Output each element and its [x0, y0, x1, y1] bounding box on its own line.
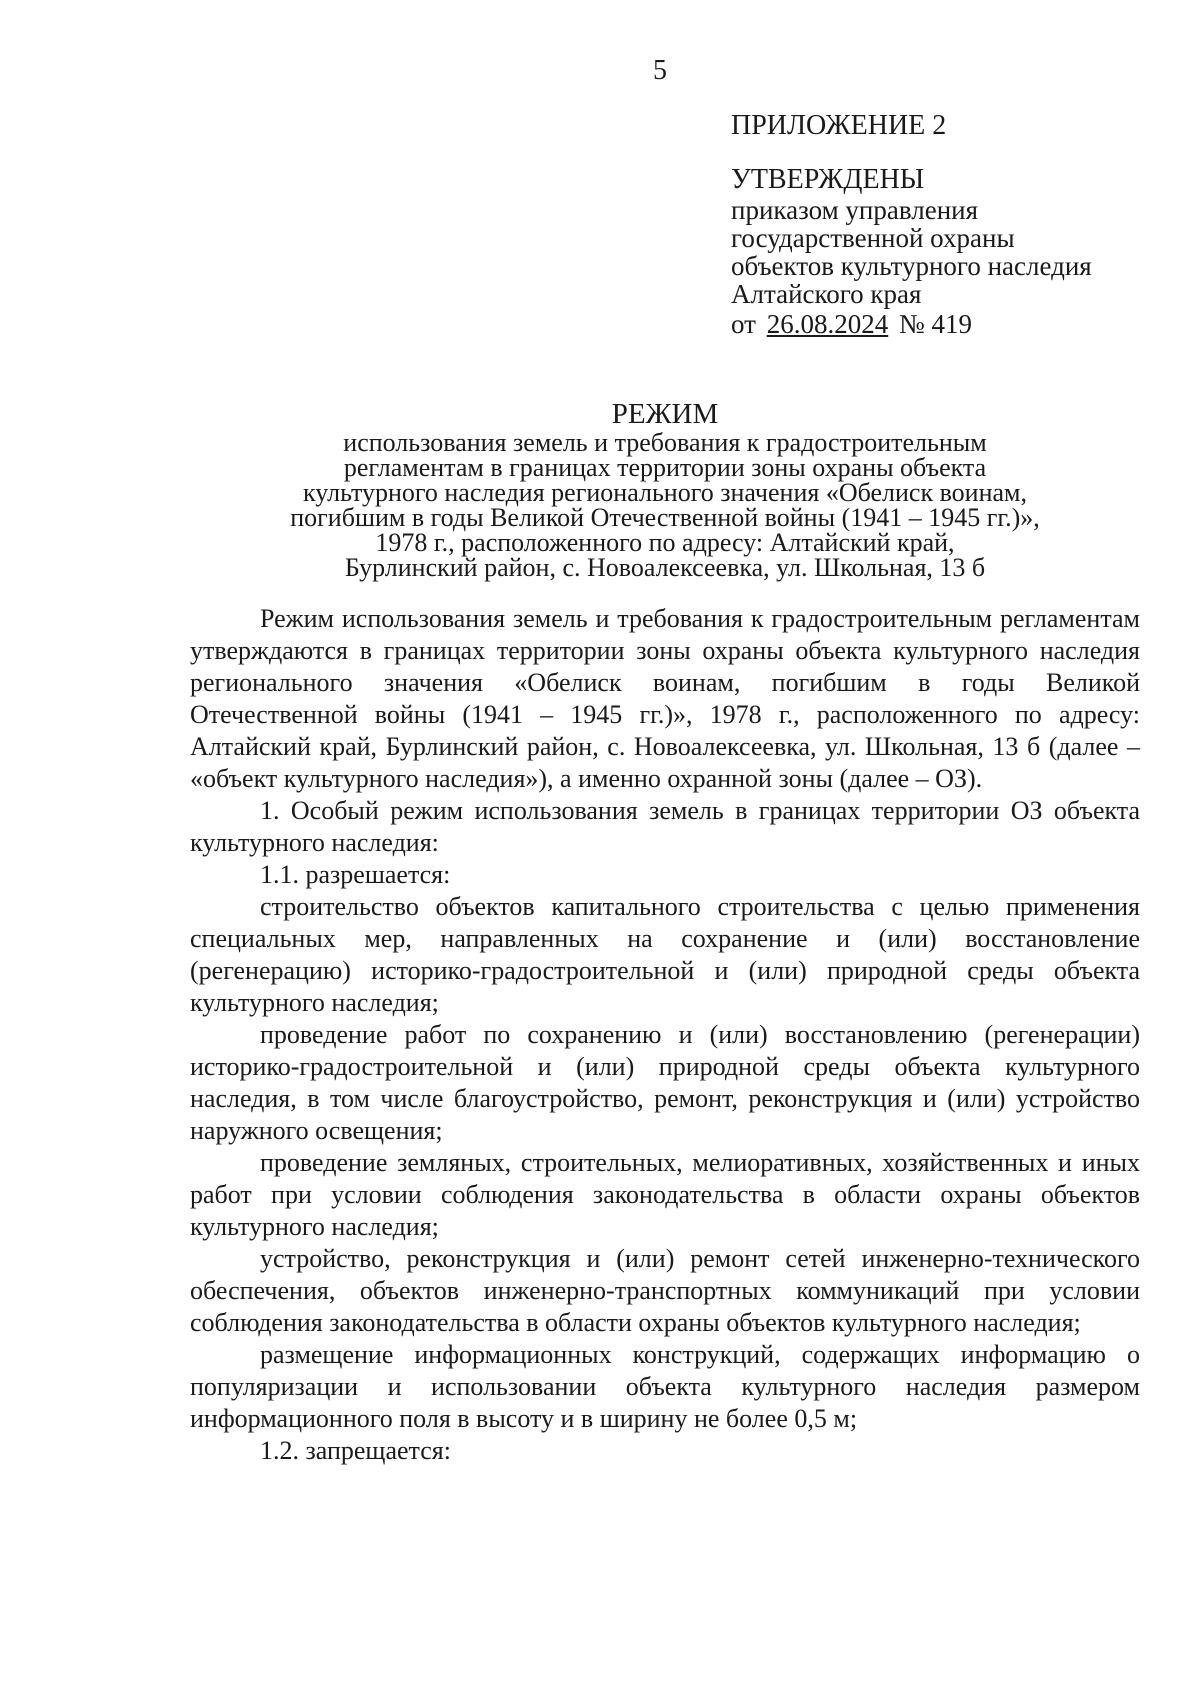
- order-date-line: [731, 310, 1171, 338]
- page-number: 5: [653, 55, 667, 86]
- approved-label: УТВЕРЖДЕНЫ: [731, 164, 925, 195]
- document-title: РЕЖИМ: [611, 398, 719, 430]
- body-paragraph: Режим использования земель и требования к градостроительным регламентам утверждаются в границах территории зоны охраны объекта культурного наследия регионального значения «Обелиск воинам, погибшим в годы Великой Отечественной войны (1941 – 1945 гг.)», 1978 г., расположенного по адресу: Алтайский край, Бурлинский район, с. Новоалексеевка, ул. Школьная, 13 б (далее – «объект культурного наследия»), а именно охранной зоны (далее – ОЗ).: [190, 604, 1140, 793]
- approval-line: Алтайского края: [731, 279, 922, 309]
- body-paragraph: проведение работ по сохранению и (или) восстановлению (регенерации) историко-градостроительной и (или) природной среды объекта культурного наследия, в том числе благоустройство, ремонт, реконструкция и (или) устройство наружного освещения;: [190, 1020, 1140, 1145]
- body-paragraph: 1.1. разрешается:: [260, 860, 451, 889]
- document-body: [190, 603, 1140, 1467]
- order-date: 26.08.2024: [766, 309, 889, 339]
- document-subtitle-line: Бурлинский район, с. Новоалексеевка, ул. Школьная, 13 б: [344, 553, 986, 582]
- document-subtitle-line: использования земель и требования к градостроительным: [343, 428, 987, 457]
- order-number: № 419: [898, 309, 972, 339]
- approval-line: государственной охраны: [731, 223, 1015, 253]
- document-subtitle-line: регламентам в границах территории зоны охраны объекта: [343, 453, 987, 482]
- body-paragraph: строительство объектов капитального строительства с целью применения специальных мер, направленных на сохранение и (или) восстановление (регенерацию) историко-градостроительной и (или) природной среды объекта культурного наследия;: [190, 892, 1140, 1017]
- body-paragraph: размещение информационных конструкций, содержащих информацию о популяризации и использовании объекта культурного наследия размером информационного поля в высоту и в ширину не более 0,5 м;: [190, 1340, 1140, 1433]
- body-paragraph: проведение земляных, строительных, мелиоративных, хозяйственных и иных работ при условии соблюдения законодательства в области охраны объектов культурного наследия;: [190, 1148, 1140, 1241]
- document-subtitle-line: культурного наследия регионального значения «Обелиск воинам,: [302, 478, 1027, 507]
- body-paragraph: 1.2. запрещается:: [260, 1436, 451, 1465]
- appendix-label: ПРИЛОЖЕНИЕ 2: [731, 110, 947, 141]
- body-paragraph: устройство, реконструкция и (или) ремонт сетей инженерно-технического обеспечения, объектов инженерно-транспортных коммуникаций при условии соблюдения законодательства в области охраны объектов культурного наследия;: [190, 1244, 1140, 1337]
- body-paragraph: 1. Особый режим использования земель в границах территории ОЗ объекта культурного наследия:: [190, 796, 1140, 857]
- approval-line: приказом управления: [731, 195, 979, 225]
- document-title-block: [190, 398, 1140, 580]
- approval-block: [731, 110, 1171, 338]
- date-prefix: от: [731, 309, 756, 339]
- document-subtitle-line: 1978 г., расположенного по адресу: Алтайский край,: [375, 528, 955, 557]
- approval-line: объектов культурного наследия: [731, 251, 1092, 281]
- document-subtitle-line: погибшим в годы Великой Отечественной войны (1941 – 1945 гг.)»,: [290, 503, 1040, 532]
